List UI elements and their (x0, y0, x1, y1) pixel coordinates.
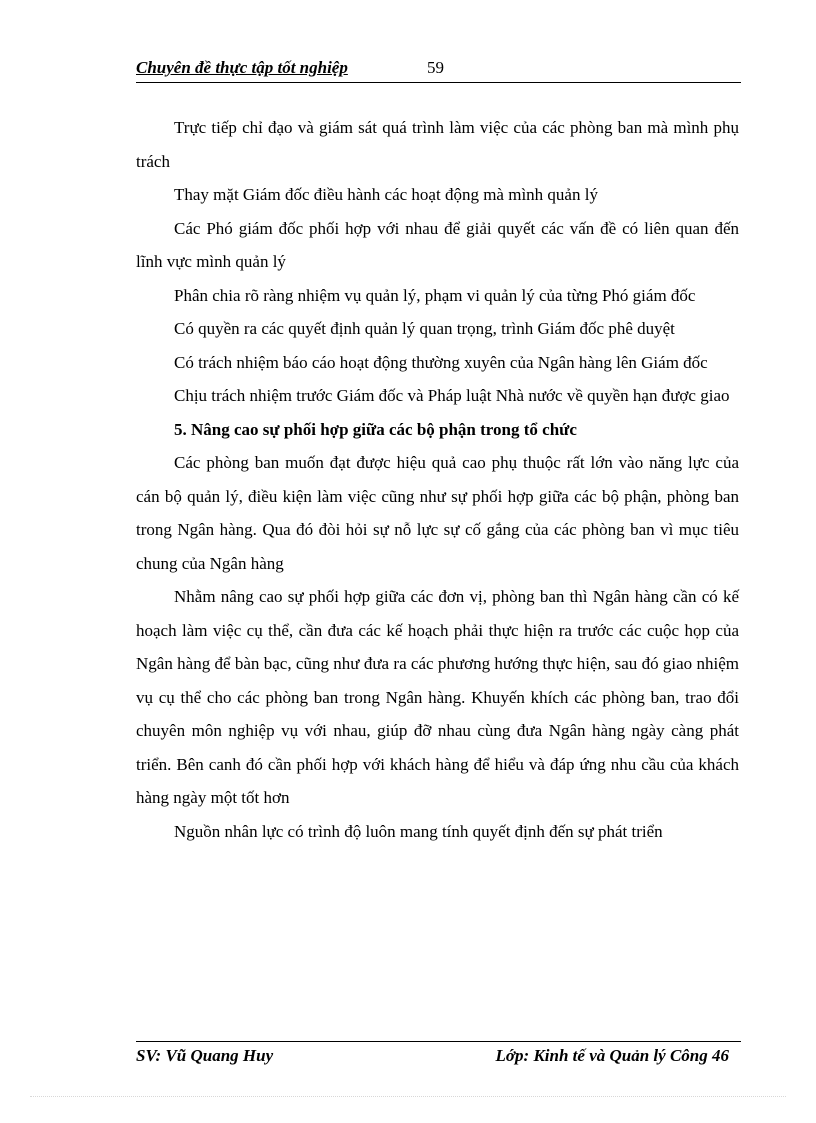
page-footer (136, 1041, 741, 1070)
paragraph: Chịu trách nhiệm trước Giám đốc và Pháp luật Nhà nước về quyền hạn được giao (174, 386, 730, 405)
student-name: SV: Vũ Quang Huy (136, 1046, 274, 1065)
paragraph: Thay mặt Giám đốc điều hành các hoạt động mà mình quản lý (174, 185, 598, 204)
paragraph: Phân chia rõ ràng nhiệm vụ quản lý, phạm vi quản lý của từng Phó giám đốc (174, 285, 696, 305)
paragraph: Các Phó giám đốc phối hợp với nhau để giải quyết các vấn đề có liên quan đến lĩnh vực mình quản lý (136, 218, 739, 271)
page-number: 59 (427, 58, 444, 77)
section-heading: 5. Nâng cao sự phối hợp giữa các bộ phận trong tổ chức (174, 419, 577, 439)
page-header (136, 58, 741, 83)
paragraph: Trực tiếp chỉ đạo và giám sát quá trình làm việc của các phòng ban mà mình phụ trách (136, 118, 739, 171)
paragraph: Nhằm nâng cao sự phối hợp giữa các đơn vị, phòng ban thì Ngân hàng cần có kế hoạch làm việc cụ thể, cần đưa các kế hoạch phải thực hiện ra trước các cuộc họp của Ngân hàng để bàn bạc, cũng như đưa ra các phương hướng thực hiện, sau đó giao nhiệm vụ cụ thể cho các phòng ban trong Ngân hàng. Khuyến khích các phòng ban, trao đổi chuyên môn nghiệp vụ với nhau, giúp đỡ nhau cùng đưa Ngân hàng ngày càng phát triển. Bên canh đó cần phối hợp với khách hàng để hiểu và đáp ứng nhu cầu của khách hàng ngày một tốt hơn (136, 587, 739, 807)
paragraph: Có trách nhiệm báo cáo hoạt động thường xuyên của Ngân hàng lên Giám đốc (174, 352, 708, 372)
paragraph: Các phòng ban muốn đạt được hiệu quả cao phụ thuộc rất lớn vào năng lực của cán bộ quản lý, điều kiện làm việc cũng như sự phối hợp giữa các bộ phận, phòng ban trong Ngân hàng. Qua đó đòi hỏi sự nỗ lực sự cố gắng của các phòng ban vì mục tiêu chung của Ngân hàng (136, 453, 739, 573)
class-name: Lớp: Kinh tế và Quản lý Công 46 (495, 1046, 729, 1065)
paragraph: Nguồn nhân lực có trình độ luôn mang tính quyết định đến sự phát triển (174, 821, 663, 841)
document-body (136, 111, 739, 848)
document-title: Chuyên đề thực tập tốt nghiệp (136, 58, 348, 77)
paragraph: Có quyền ra các quyết định quản lý quan trọng, trình Giám đốc phê duyệt (174, 319, 675, 338)
page-divider (30, 1096, 786, 1097)
